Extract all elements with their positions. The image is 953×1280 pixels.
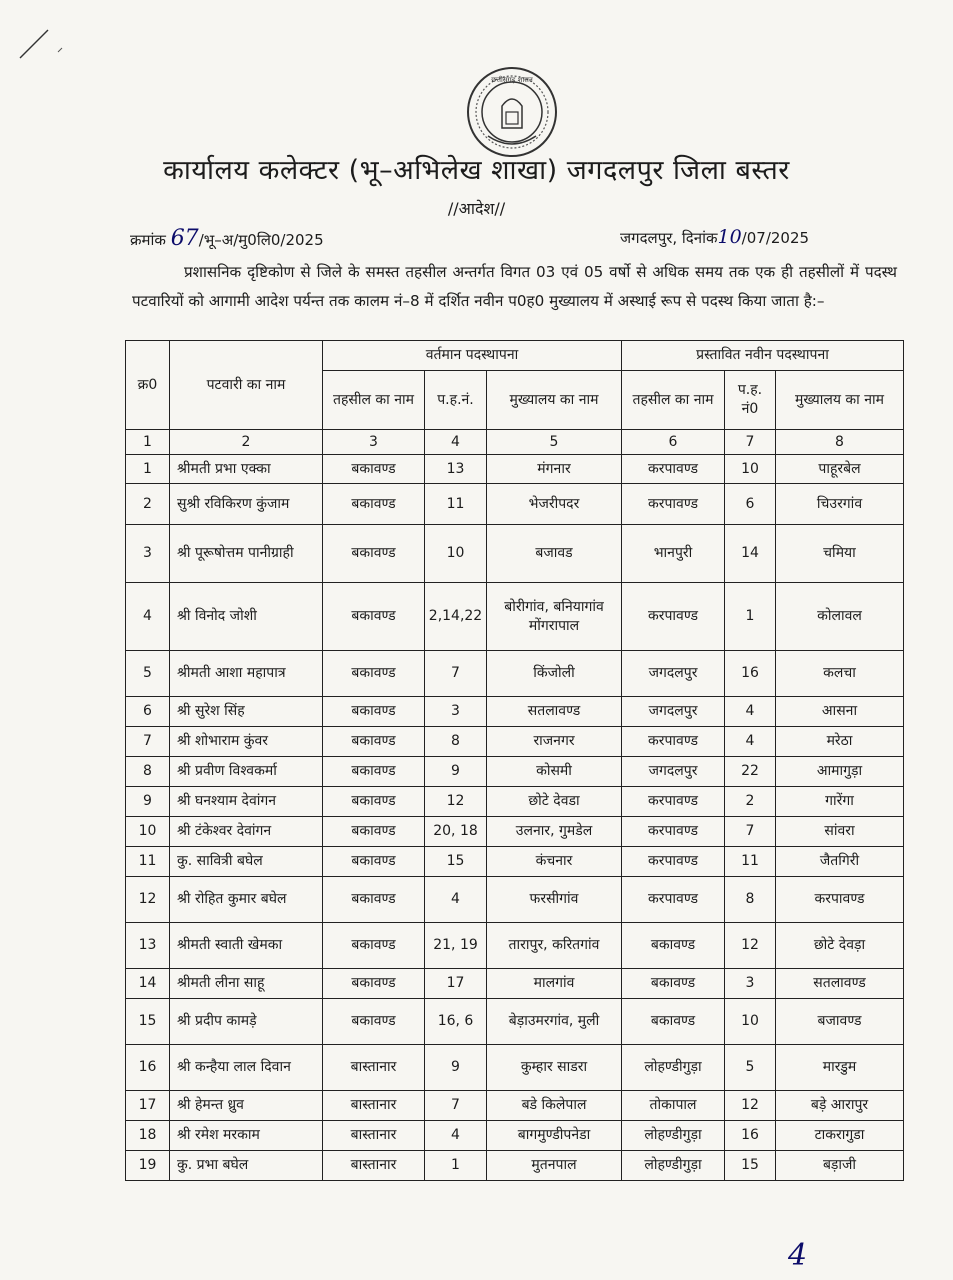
- headquarter-cell: फरसीगांव: [487, 877, 622, 923]
- tehsil-cell: बकावण्ड: [323, 727, 425, 757]
- headquarter-cell: मंगनार: [487, 455, 622, 484]
- new-tehsil-cell: भानपुरी: [622, 525, 725, 583]
- ph-number-cell: 1: [425, 1151, 487, 1181]
- table-row: [126, 583, 904, 651]
- serial-cell: 17: [126, 1091, 170, 1121]
- tehsil-cell: बकावण्ड: [323, 817, 425, 847]
- column-number: 2: [170, 430, 323, 455]
- new-headquarter-cell: टाकरागुडा: [776, 1121, 904, 1151]
- order-date: [620, 226, 809, 248]
- new-headquarter-cell: मरेठा: [776, 727, 904, 757]
- patwari-name-cell: श्री सुरेश सिंह: [170, 697, 323, 727]
- new-headquarter-cell: आसना: [776, 697, 904, 727]
- new-headquarter-cell: सांवरा: [776, 817, 904, 847]
- header-new-ph-number: प.ह. नं0: [725, 371, 776, 430]
- serial-cell: 13: [126, 923, 170, 969]
- transfer-table: [125, 340, 904, 1181]
- ph-number-cell: 20, 18: [425, 817, 487, 847]
- serial-cell: 6: [126, 697, 170, 727]
- ph-number-cell: 21, 19: [425, 923, 487, 969]
- patwari-name-cell: सुश्री रविकिरण कुंजाम: [170, 484, 323, 525]
- column-number-row: [126, 430, 904, 455]
- table-row: [126, 817, 904, 847]
- order-intro-paragraph: प्रशासनिक दृष्टिकोण से जिले के समस्त तहसील अन्तर्गत विगत 03 एवं 05 वर्षो से अधिक समय तक एक ही तहसीलों में पदस्थ पटवारियों को आगामी आदेश पर्यन्त तक कालम नं–8 में दर्शित नवीन प0ह0 मुख्यालय में अस्थाई रूप से पदस्थ किया जाता है:–: [132, 263, 897, 310]
- new-headquarter-cell: छोटे देवड़ा: [776, 923, 904, 969]
- headquarter-cell: बजावड: [487, 525, 622, 583]
- table-row: [126, 757, 904, 787]
- table-row: [126, 525, 904, 583]
- new-ph-number-cell: 10: [725, 999, 776, 1045]
- table-row: [126, 455, 904, 484]
- tehsil-cell: बकावण्ड: [323, 484, 425, 525]
- ph-number-cell: 9: [425, 1045, 487, 1091]
- new-tehsil-cell: लोहण्डीगुड़ा: [622, 1045, 725, 1091]
- patwari-name-cell: श्रीमती आशा महापात्र: [170, 651, 323, 697]
- new-headquarter-cell: बड़े आरापुर: [776, 1091, 904, 1121]
- ph-number-cell: 10: [425, 525, 487, 583]
- serial-cell: 16: [126, 1045, 170, 1091]
- new-ph-number-cell: 5: [725, 1045, 776, 1091]
- headquarter-cell: बडे किलेपाल: [487, 1091, 622, 1121]
- column-number: 3: [323, 430, 425, 455]
- serial-cell: 14: [126, 969, 170, 999]
- new-tehsil-cell: करपावण्ड: [622, 455, 725, 484]
- new-ph-number-cell: 12: [725, 1091, 776, 1121]
- patwari-name-cell: श्री टंकेश्वर देवांगन: [170, 817, 323, 847]
- headquarter-cell: कंचनार: [487, 847, 622, 877]
- column-number: 6: [622, 430, 725, 455]
- table-row: [126, 727, 904, 757]
- headquarter-cell: बेड़ाउमरगांव, मुली: [487, 999, 622, 1045]
- new-tehsil-cell: लोहण्डीगुड़ा: [622, 1151, 725, 1181]
- new-ph-number-cell: 16: [725, 1121, 776, 1151]
- serial-cell: 11: [126, 847, 170, 877]
- date-day-handwritten: 10: [717, 226, 742, 248]
- ph-number-cell: 4: [425, 877, 487, 923]
- new-headquarter-cell: बड़ाजी: [776, 1151, 904, 1181]
- serial-cell: 9: [126, 787, 170, 817]
- serial-cell: 12: [126, 877, 170, 923]
- column-number: 1: [126, 430, 170, 455]
- new-headquarter-cell: मारडुम: [776, 1045, 904, 1091]
- tehsil-cell: बकावण्ड: [323, 999, 425, 1045]
- tehsil-cell: बास्तानार: [323, 1045, 425, 1091]
- serial-cell: 19: [126, 1151, 170, 1181]
- new-tehsil-cell: तोकापाल: [622, 1091, 725, 1121]
- ph-number-cell: 13: [425, 455, 487, 484]
- new-ph-number-cell: 2: [725, 787, 776, 817]
- new-tehsil-cell: जगदलपुर: [622, 651, 725, 697]
- headquarter-cell: सतलावण्ड: [487, 697, 622, 727]
- table-row: [126, 847, 904, 877]
- new-headquarter-cell: गारेंगा: [776, 787, 904, 817]
- new-tehsil-cell: जगदलपुर: [622, 757, 725, 787]
- new-ph-number-cell: 22: [725, 757, 776, 787]
- header-tehsil: तहसील का नाम: [323, 371, 425, 430]
- serial-cell: 5: [126, 651, 170, 697]
- serial-cell: 2: [126, 484, 170, 525]
- serial-cell: 1: [126, 455, 170, 484]
- new-tehsil-cell: बकावण्ड: [622, 969, 725, 999]
- patwari-name-cell: श्री विनोद जोशी: [170, 583, 323, 651]
- patwari-name-cell: श्री घनश्याम देवांगन: [170, 787, 323, 817]
- new-ph-number-cell: 10: [725, 455, 776, 484]
- new-tehsil-cell: करपावण्ड: [622, 787, 725, 817]
- tehsil-cell: बकावण्ड: [323, 847, 425, 877]
- order-reference: [130, 226, 324, 251]
- ph-number-cell: 12: [425, 787, 487, 817]
- new-tehsil-cell: करपावण्ड: [622, 484, 725, 525]
- table-row: [126, 1151, 904, 1181]
- headquarter-cell: मालगांव: [487, 969, 622, 999]
- new-ph-number-cell: 4: [725, 727, 776, 757]
- table-row: [126, 1045, 904, 1091]
- tehsil-cell: बकावण्ड: [323, 877, 425, 923]
- ref-suffix: /भू–अ/मु0लि0/2025: [198, 231, 324, 249]
- patwari-name-cell: श्री हेमन्त ध्रुव: [170, 1091, 323, 1121]
- table-row: [126, 969, 904, 999]
- headquarter-cell: छोटे देवडा: [487, 787, 622, 817]
- new-headquarter-cell: कलचा: [776, 651, 904, 697]
- new-ph-number-cell: 8: [725, 877, 776, 923]
- tehsil-cell: बास्तानार: [323, 1091, 425, 1121]
- headquarter-cell: बागमुण्डीपनेडा: [487, 1121, 622, 1151]
- header-name: पटवारी का नाम: [170, 341, 323, 430]
- table-row: [126, 923, 904, 969]
- headquarter-cell: कोसमी: [487, 757, 622, 787]
- headquarter-cell: उलनार, गुमडेल: [487, 817, 622, 847]
- table-row: [126, 1091, 904, 1121]
- new-tehsil-cell: करपावण्ड: [622, 727, 725, 757]
- new-headquarter-cell: करपावण्ड: [776, 877, 904, 923]
- serial-cell: 3: [126, 525, 170, 583]
- handwritten-signature-mark: 4: [788, 1238, 808, 1273]
- tehsil-cell: बकावण्ड: [323, 651, 425, 697]
- ph-number-cell: 11: [425, 484, 487, 525]
- ph-number-cell: 15: [425, 847, 487, 877]
- serial-cell: 10: [126, 817, 170, 847]
- ph-number-cell: 3: [425, 697, 487, 727]
- patwari-name-cell: श्री रमेश मरकाम: [170, 1121, 323, 1151]
- ref-number-handwritten: 67: [170, 226, 199, 251]
- headquarter-cell: मुतनपाल: [487, 1151, 622, 1181]
- new-headquarter-cell: बजावण्ड: [776, 999, 904, 1045]
- new-headquarter-cell: आमागुड़ा: [776, 757, 904, 787]
- serial-cell: 15: [126, 999, 170, 1045]
- header-current-posting: वर्तमान पदस्थापना: [323, 341, 622, 371]
- patwari-name-cell: श्री प्रवीण विश्वकर्मा: [170, 757, 323, 787]
- headquarter-cell: भेजरीपदर: [487, 484, 622, 525]
- new-ph-number-cell: 12: [725, 923, 776, 969]
- tehsil-cell: बकावण्ड: [323, 757, 425, 787]
- ph-number-cell: 8: [425, 727, 487, 757]
- ph-number-cell: 7: [425, 1091, 487, 1121]
- ph-number-cell: 4: [425, 1121, 487, 1151]
- column-number: 7: [725, 430, 776, 455]
- date-suffix: /07/2025: [741, 229, 810, 247]
- serial-cell: 4: [126, 583, 170, 651]
- new-tehsil-cell: करपावण्ड: [622, 877, 725, 923]
- patwari-name-cell: श्री शोभाराम कुंवर: [170, 727, 323, 757]
- new-tehsil-cell: करपावण्ड: [622, 817, 725, 847]
- column-number: 4: [425, 430, 487, 455]
- new-headquarter-cell: पाहूरबेल: [776, 455, 904, 484]
- new-headquarter-cell: सतलावण्ड: [776, 969, 904, 999]
- serial-cell: 8: [126, 757, 170, 787]
- ph-number-cell: 16, 6: [425, 999, 487, 1045]
- svg-text:छत्तीसगढ़ शासन: छत्तीसगढ़ शासन: [491, 76, 533, 84]
- new-headquarter-cell: जैतगिरी: [776, 847, 904, 877]
- ph-number-cell: 17: [425, 969, 487, 999]
- table-row: [126, 651, 904, 697]
- patwari-name-cell: श्री रोहित कुमार बघेल: [170, 877, 323, 923]
- tehsil-cell: बकावण्ड: [323, 787, 425, 817]
- new-ph-number-cell: 16: [725, 651, 776, 697]
- patwari-name-cell: कु. सावित्री बघेल: [170, 847, 323, 877]
- table-row: [126, 1121, 904, 1151]
- office-title: कार्यालय कलेक्टर (भू–अभिलेख शाखा) जगदलपुर जिला बस्तर: [163, 155, 790, 186]
- patwari-name-cell: श्री प्रदीप कामड़े: [170, 999, 323, 1045]
- serial-cell: 7: [126, 727, 170, 757]
- headquarter-cell: कुम्हार साडरा: [487, 1045, 622, 1091]
- header-ph-number: प.ह.नं.: [425, 371, 487, 430]
- serial-cell: 18: [126, 1121, 170, 1151]
- order-label: //आदेश//: [447, 199, 506, 218]
- new-headquarter-cell: कोलावल: [776, 583, 904, 651]
- tehsil-cell: बकावण्ड: [323, 923, 425, 969]
- headquarter-cell: बोरीगांव, बनियागांव मोंगरापाल: [487, 583, 622, 651]
- column-number: 5: [487, 430, 622, 455]
- new-ph-number-cell: 11: [725, 847, 776, 877]
- header-new-headquarter: मुख्यालय का नाम: [776, 371, 904, 430]
- table-row: [126, 999, 904, 1045]
- new-ph-number-cell: 1: [725, 583, 776, 651]
- ref-prefix: क्रमांक: [130, 231, 166, 249]
- patwari-name-cell: श्री कन्हैया लाल दिवान: [170, 1045, 323, 1091]
- ph-number-cell: 2,14,22: [425, 583, 487, 651]
- new-headquarter-cell: चमिया: [776, 525, 904, 583]
- new-ph-number-cell: 14: [725, 525, 776, 583]
- table-row: [126, 697, 904, 727]
- patwari-name-cell: कु. प्रभा बघेल: [170, 1151, 323, 1181]
- patwari-name-cell: श्री पूरूषोत्तम पानीग्राही: [170, 525, 323, 583]
- new-ph-number-cell: 7: [725, 817, 776, 847]
- tehsil-cell: बकावण्ड: [323, 697, 425, 727]
- new-ph-number-cell: 4: [725, 697, 776, 727]
- new-ph-number-cell: 3: [725, 969, 776, 999]
- table-row: [126, 484, 904, 525]
- header-headquarter: मुख्यालय का नाम: [487, 371, 622, 430]
- new-headquarter-cell: चिउरगांव: [776, 484, 904, 525]
- tehsil-cell: बकावण्ड: [323, 525, 425, 583]
- tehsil-cell: बास्तानार: [323, 1151, 425, 1181]
- ph-number-cell: 7: [425, 651, 487, 697]
- state-emblem-seal: [466, 66, 558, 158]
- headquarter-cell: राजनगर: [487, 727, 622, 757]
- table-row: [126, 877, 904, 923]
- new-ph-number-cell: 6: [725, 484, 776, 525]
- new-tehsil-cell: बकावण्ड: [622, 923, 725, 969]
- header-new-tehsil: तहसील का नाम: [622, 371, 725, 430]
- new-ph-number-cell: 15: [725, 1151, 776, 1181]
- ph-number-cell: 9: [425, 757, 487, 787]
- patwari-name-cell: श्रीमती लीना साहू: [170, 969, 323, 999]
- pen-scribble-mark: [18, 22, 78, 62]
- new-tehsil-cell: करपावण्ड: [622, 847, 725, 877]
- new-tehsil-cell: करपावण्ड: [622, 583, 725, 651]
- new-tehsil-cell: जगदलपुर: [622, 697, 725, 727]
- header-proposed-posting: प्रस्तावित नवीन पदस्थापना: [622, 341, 904, 371]
- date-prefix: जगदलपुर, दिनांक: [620, 229, 718, 247]
- tehsil-cell: बकावण्ड: [323, 455, 425, 484]
- patwari-name-cell: श्रीमती प्रभा एक्का: [170, 455, 323, 484]
- column-number: 8: [776, 430, 904, 455]
- new-tehsil-cell: लोहण्डीगुड़ा: [622, 1121, 725, 1151]
- header-serial: क्र0: [126, 341, 170, 430]
- new-tehsil-cell: बकावण्ड: [622, 999, 725, 1045]
- headquarter-cell: किंजोली: [487, 651, 622, 697]
- patwari-name-cell: श्रीमती स्वाती खेमका: [170, 923, 323, 969]
- headquarter-cell: तारापुर, करितगांव: [487, 923, 622, 969]
- tehsil-cell: बास्तानार: [323, 1121, 425, 1151]
- table-row: [126, 787, 904, 817]
- tehsil-cell: बकावण्ड: [323, 583, 425, 651]
- tehsil-cell: बकावण्ड: [323, 969, 425, 999]
